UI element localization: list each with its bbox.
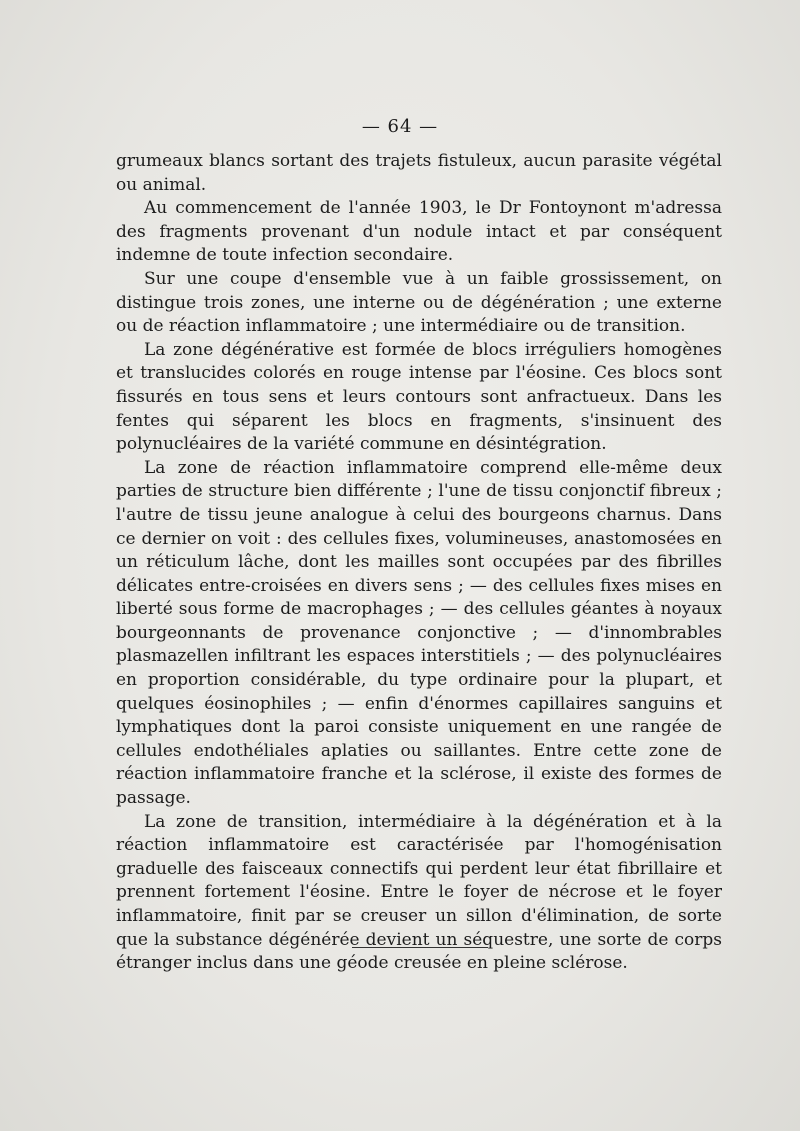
paragraph-continuation: grumeaux blancs sortant des trajets fistuleux, aucun parasite végétal ou animal.	[116, 151, 722, 195]
paragraph-fontoynont-fragments: Au commencement de l'année 1903, le Dr Fontoynont m'adressa des fragments provenant d'un nodule intact et par conséquent indemne de toute infection secondaire.	[116, 198, 722, 266]
section-end-rule	[352, 947, 488, 948]
paragraph-degenerative-zone: La zone dégénérative est formée de blocs irréguliers homogènes et translucides colorés en rouge intense par l'éosine. Ces blocs sont fissurés en tous sens et leurs contours sont anfractueux. Dans les fentes qui séparent les blocs en fragments, s'insinuent des polynucléaires de la variété commune en désintégration.	[116, 339, 722, 455]
page-number: — 64 —	[361, 116, 439, 137]
paragraph-three-zones: Sur une coupe d'ensemble vue à un faible grossissement, on distingue trois zones, une interne ou de dégénération ; une externe ou de réaction inflammatoire ; une intermédiaire ou de transition.	[116, 268, 722, 337]
paragraph-inflammatory-zone: La zone de réaction inflammatoire comprend elle-même deux parties de structure bien différente ; l'une de tissu conjonctif fibreux ; l'autre de tissu jeune analogue à celui des bourgeons charnus. Dans ce dernier on voit : des cellules fixes, volumineuses, anastomosées en un réticulum lâche, dont les mailles sont occupées par des fibrilles délicates entre-croisées en divers sens ; — des cellules fixes mises en liberté sous forme de macrophages ; — des cellules géantes à noyaux bourgeonnants de provenance conjonctive ; — d'innombrables plasmazellen infiltrant les espaces interstitiels ; — des polynucléaires en proportion considérable, du type ordinaire pour la plupart, et quelques éosinophiles ; — enfin d'énormes capillaires sanguins et lymphatiques dont la paroi consiste uniquement en une rangée de cellules endothéliales aplaties ou saillantes. Entre cette zone de réaction inflammatoire franche et la sclérose, il existe des formes de passage.	[116, 457, 722, 809]
paragraph-transition-zone: La zone de transition, intermédiaire à la dégénération et à la réaction inflammatoire est caractérisée par l'homogénisation graduelle des faisceaux connectifs qui perdent leur état fibrillaire et prennent fortement l'éosine. Entre le foyer de nécrose et le foyer inflammatoire, finit par se creuser un sillon d'élimination, de sorte que la substance dégénérée devient un séquestre, une sorte de corps étranger inclus dans une géode creusée en pleine sclérose.	[116, 811, 722, 974]
body-text	[116, 150, 722, 976]
